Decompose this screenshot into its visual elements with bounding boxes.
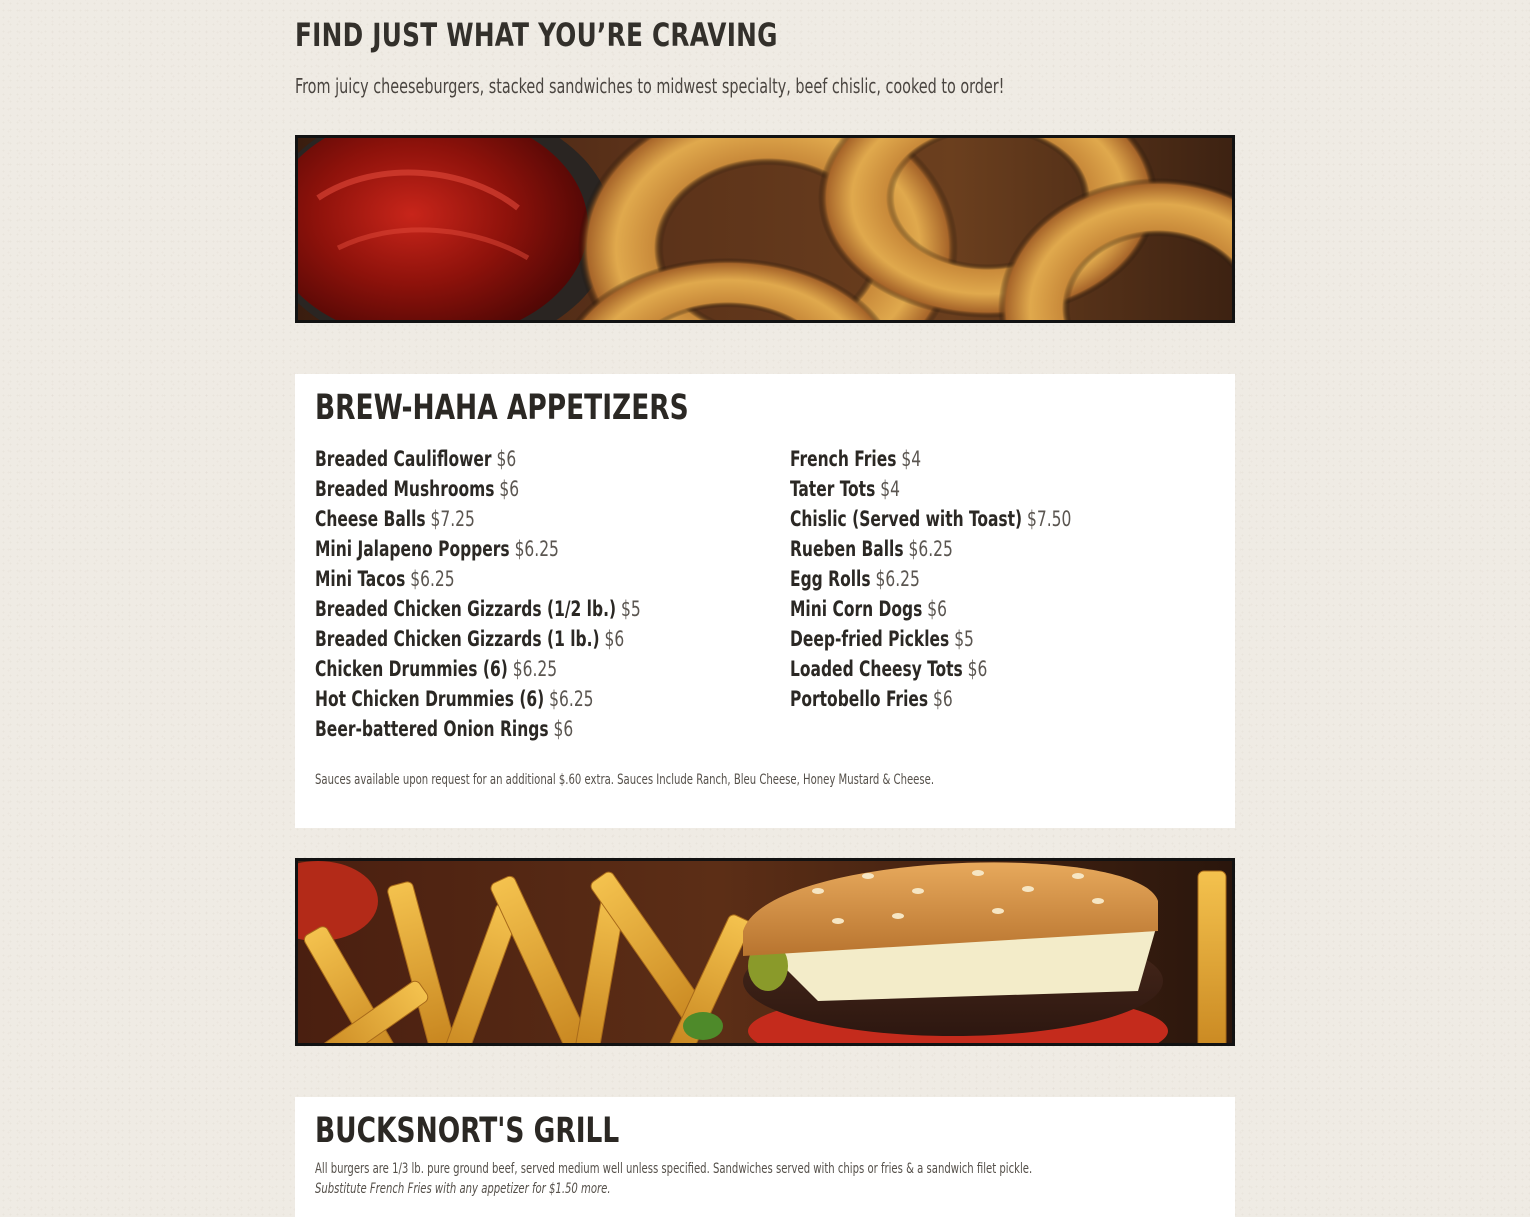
menu-item [315, 474, 641, 504]
item-name: Rueben Balls [790, 537, 904, 561]
appetizers-left-list [315, 444, 712, 744]
item-name: Hot Chicken Drummies (6) [315, 687, 545, 711]
item-price: $6 [933, 687, 953, 711]
item-price: $6.25 [514, 537, 559, 561]
item-price: $6.25 [410, 567, 455, 591]
item-price: $5 [620, 597, 641, 621]
menu-item [315, 564, 641, 594]
item-name: Breaded Chicken Gizzards (1/2 lb.) [315, 597, 617, 621]
burger-fries-banner-image [295, 858, 1235, 1046]
menu-item [315, 654, 641, 684]
menu-item [315, 714, 641, 744]
item-name: Loaded Cheesy Tots [790, 657, 963, 681]
page-subtitle: From juicy cheeseburgers, stacked sandwiches to midwest specialty, beef chislic, cooked to order! [295, 74, 1005, 98]
item-name: Breaded Mushrooms [315, 477, 495, 501]
menu-item [790, 594, 1071, 624]
item-price: $4 [901, 447, 922, 471]
item-name: Portobello Fries [790, 687, 929, 711]
item-name: Mini Tacos [315, 567, 406, 591]
menu-item [315, 594, 641, 624]
item-name: Egg Rolls [790, 567, 871, 591]
grill-section [295, 1097, 1235, 1217]
item-name: Breaded Cauliflower [315, 447, 492, 471]
appetizers-title: BREW-HAHA APPETIZERS [315, 388, 689, 428]
item-name: Chicken Drummies (6) [315, 657, 508, 681]
item-price: $6.25 [549, 687, 594, 711]
menu-item [315, 504, 641, 534]
menu-item [315, 444, 641, 474]
item-name: Beer-battered Onion Rings [315, 717, 549, 741]
grill-title: BUCKSNORT'S GRILL [315, 1111, 620, 1151]
grill-note: All burgers are 1/3 lb. pure ground beef, served medium well unless specified. Sandwiches served with chips or fries & a sandwich filet pickle. [315, 1161, 1033, 1177]
appetizers-right-list [790, 444, 1133, 714]
menu-item [790, 624, 1071, 654]
sauces-note: Sauces available upon request for an additional $.60 extra. Sauces Include Ranch, Bleu Cheese, Honey Mustard & Cheese. [315, 772, 935, 788]
item-price: $6.25 [875, 567, 920, 591]
item-name: Tater Tots [790, 477, 876, 501]
menu-item [315, 534, 641, 564]
menu-item [790, 684, 1071, 714]
item-price: $6 [496, 447, 517, 471]
menu-item [315, 624, 641, 654]
item-price: $6 [927, 597, 948, 621]
menu-item [790, 654, 1071, 684]
item-price: $7.50 [1027, 507, 1072, 531]
item-price: $6.25 [512, 657, 558, 681]
onion-rings-banner-image [295, 135, 1235, 323]
item-price: $6.25 [908, 537, 953, 561]
menu-item [790, 534, 1071, 564]
menu-item [315, 684, 641, 714]
item-name: Chislic (Served with Toast) [790, 507, 1023, 531]
item-name: Breaded Chicken Gizzards (1 lb.) [315, 627, 600, 651]
menu-item [790, 504, 1071, 534]
item-name: Cheese Balls [315, 507, 426, 531]
item-price: $6 [553, 717, 574, 741]
item-price: $6 [604, 627, 625, 651]
page-title: FIND JUST WHAT YOU’RE CRAVING [295, 16, 778, 54]
menu-item [790, 444, 1071, 474]
appetizers-section [295, 374, 1235, 828]
item-price: $4 [880, 477, 900, 501]
grill-substitute-note: Substitute French Fries with any appetizer for $1.50 more. [315, 1181, 611, 1197]
menu-item [790, 474, 1071, 504]
item-name: Deep-fried Pickles [790, 627, 950, 651]
item-price: $6 [967, 657, 988, 681]
item-name: Mini Corn Dogs [790, 597, 923, 621]
item-name: French Fries [790, 447, 897, 471]
item-price: $6 [499, 477, 520, 501]
item-price: $5 [954, 627, 974, 651]
item-name: Mini Jalapeno Poppers [315, 537, 510, 561]
item-price: $7.25 [430, 507, 475, 531]
menu-item [790, 564, 1071, 594]
